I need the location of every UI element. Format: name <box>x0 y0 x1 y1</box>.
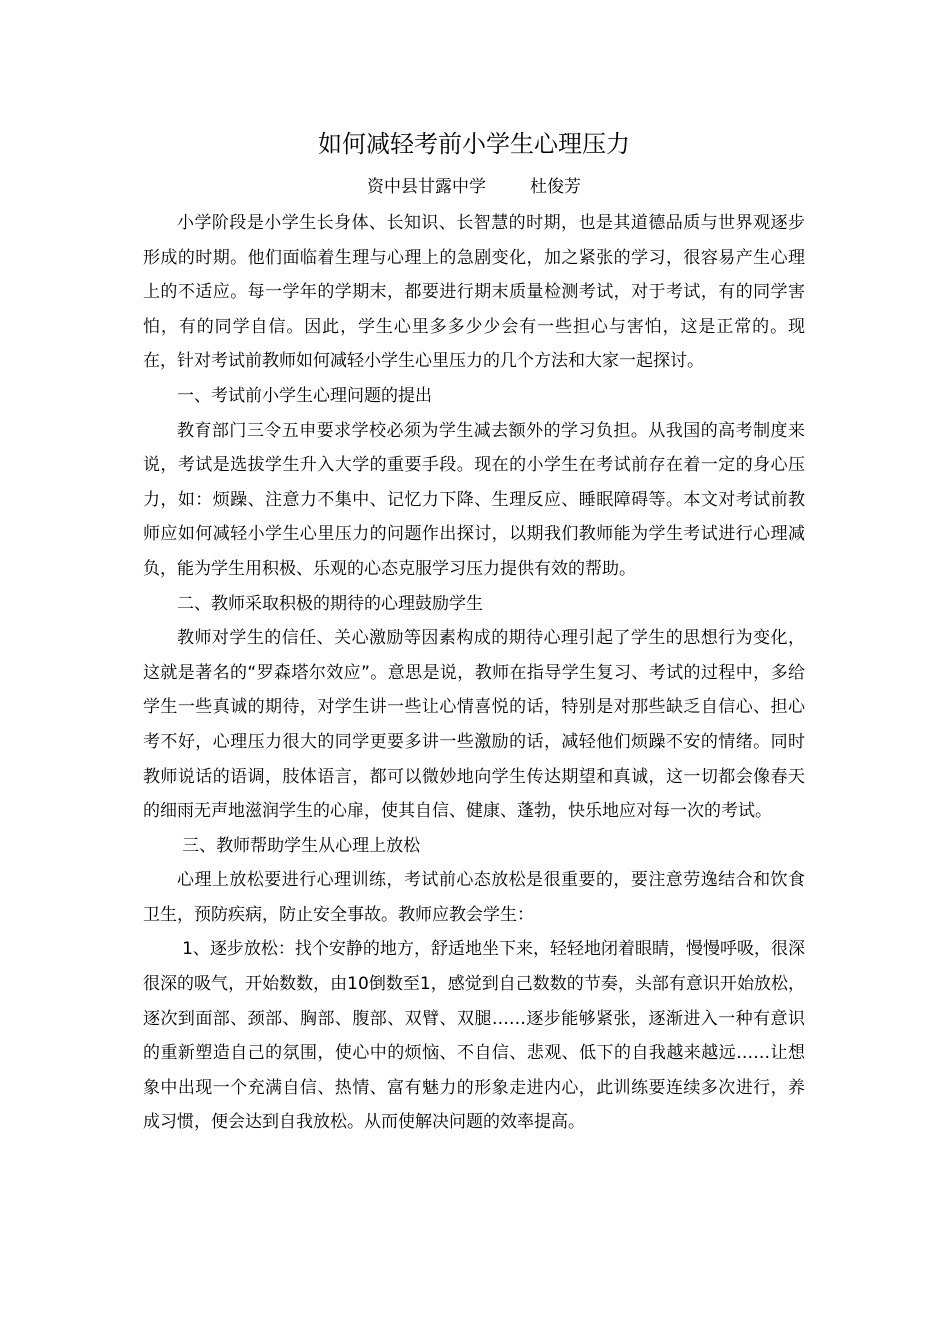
section-1-paragraph: 教育部门三令五申要求学校必须为学生减去额外的学习负担。从我国的高考制度来说，考试是选拔学生升入大学的重要手段。现在的小学生在考试前存在着一定的身心压力，如：烦躁、注意力不集中、记忆力下降、生理反应、睡眠障碍等。本文对考试前教师应如何减轻小学生心里压力的问题作出探讨，以期我们教师能为学生考试进行心理减负，能为学生用积极、乐观的心态克服学习压力提供有效的帮助。 <box>143 420 805 579</box>
section-heading-1: 一、考试前小学生心理问题的提出 <box>177 385 432 406</box>
section-heading-2: 二、教师采取积极的期待的心理鼓励学生 <box>177 593 483 614</box>
intro-paragraph: 小学阶段是小学生长身体、长知识、长智慧的时期，也是其道德品质与世界观逐步形成的时期。他们面临着生理与心理上的急剧变化，加之紧张的学习，很容易产生心理上的不适应。每一学年的学期末，都要进行期末质量检测考试，对于考试，有的同学害怕，有的同学自信。因此，学生心里多多少少会有一些担心与害怕，这是正常的。现在，针对考试前教师如何减轻小学生心里压力的几个方法和大家一起探讨。 <box>143 213 805 372</box>
section-heading-3: 三、教师帮助学生从心理上放松 <box>182 835 421 856</box>
section-3-item-1: 1、逐步放松：找个安静的地方，舒适地坐下来，轻轻地闭着眼睛，慢慢呼吸，很深很深的吸气，开始数数，由10倒数至1，感觉到自己数数的节奏，头部有意识开始放松，逐次到面部、颈部、胸部、腹部、双臂、双腿……逐步能够紧张，逐渐进入一种有意识的重新塑造自己的氛围，使心中的烦恼、不自信、悲观、低下的自我越来越远……让想象中出现一个充满自信、热情、富有魅力的形象走进内心，此训练要连续多次进行，养成习惯，便会达到自我放松。从而使解决问题的效率提高。 <box>143 939 805 1133</box>
section-2-paragraph: 教师对学生的信任、关心激励等因素构成的期待心理引起了学生的思想行为变化，这就是著名的“罗森塔尔效应”。意思是说，教师在指导学生复习、考试的过程中，多给学生一些真诚的期待，对学生讲一些让心情喜悦的话，特别是对那些缺乏自信心、担心考不好，心理压力很大的同学更要多讲一些激励的话，减轻他们烦躁不安的情绪。同时教师说话的语调，肢体语言，都可以微妙地向学生传达期望和真诚，这一切都会像春天的细雨无声地滋润学生的心扉，使其自信、健康、蓬勃，快乐地应对每一次的考试。 <box>143 628 805 822</box>
byline <box>143 174 805 200</box>
school-name: 资中县甘露中学 <box>367 177 486 197</box>
document-body <box>143 124 805 1140</box>
document-title: 如何减轻考前小学生心理压力 <box>318 130 630 158</box>
author-name: 杜俊芳 <box>530 177 581 197</box>
section-3-paragraph: 心理上放松要进行心理训练，考试前心态放松是很重要的，要注意劳逸结合和饮食卫生，预防疾病，防止安全事故。教师应教会学生： <box>143 870 805 925</box>
